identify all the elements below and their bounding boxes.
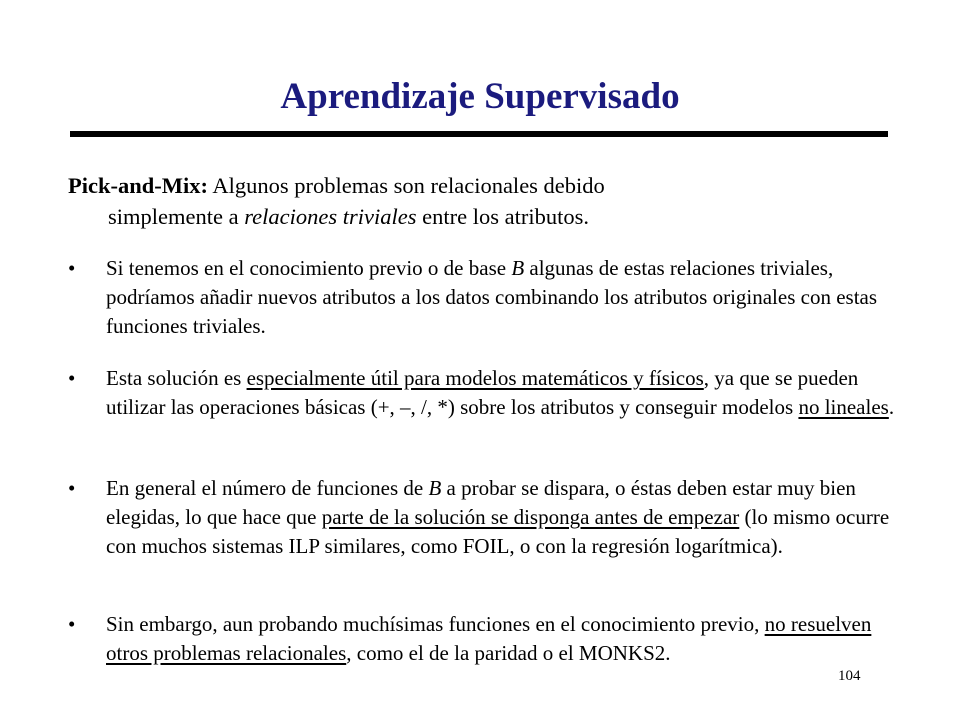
bullet-text-part: , como el de la paridad o el MONKS2.	[346, 641, 671, 665]
intro-text-4: entre los atributos.	[416, 204, 589, 229]
bullet-italic-var: B	[511, 256, 525, 280]
bullet-text-part: Esta solución es	[106, 366, 247, 390]
bullet-marker: •	[68, 366, 76, 390]
bullet-underlined-phrase: no resuelven otros problemas relacionales	[106, 612, 872, 665]
bullet-text-part: , ya que se pueden utilizar las operaciones básicas (+, –, /, *) sobre los atributos y conseguir modelos	[106, 366, 859, 419]
bullet-item-2	[68, 364, 898, 422]
bullet-marker: •	[68, 476, 76, 500]
slide-number: 104	[838, 668, 861, 684]
bullet-marker: •	[68, 612, 76, 636]
bullet-text-part: Sin embargo, aun probando muchísimas funciones en el conocimiento previo,	[106, 612, 765, 636]
title-divider	[70, 131, 888, 137]
intro-text-2: simplemente a	[108, 204, 245, 229]
bullet-text-part: En general el número de funciones de	[106, 476, 429, 500]
bullet-text-part: .	[888, 395, 895, 419]
bullet-text	[106, 254, 898, 341]
bullet-underlined-phrase: especialmente útil para modelos matemáticos y físicos	[246, 366, 704, 390]
bullet-text-part: Si tenemos en el conocimiento previo o de base	[106, 256, 512, 280]
bullet-text-part: a probar se dispara, o éstas deben estar muy bien elegidas, lo que hace que	[106, 476, 856, 529]
bullet-text	[106, 610, 898, 668]
bullet-text-part: algunas de estas relaciones triviales, podríamos añadir nuevos atributos a los datos combinando los atributos originales con estas funciones triviales.	[106, 256, 878, 338]
bullet-underlined-phrase: no lineales	[798, 395, 889, 419]
bullet-text	[106, 364, 898, 422]
bullet-text	[106, 474, 898, 561]
bullet-text-part: (lo mismo ocurre con muchos sistemas ILP similares, como FOIL, o con la regresión logarítmica).	[106, 505, 890, 558]
bullet-marker: •	[68, 256, 76, 280]
bullet-item-1	[68, 254, 898, 341]
intro-line-2	[68, 201, 888, 232]
bullet-item-3	[68, 474, 898, 561]
slide-title: Aprendizaje Supervisado	[280, 76, 680, 117]
bullet-underlined-phrase: parte de la solución se disponga antes de empezar	[321, 505, 740, 529]
bullet-italic-var: B	[428, 476, 442, 500]
intro-paragraph	[68, 170, 888, 232]
intro-text-1: Algunos problemas son relacionales debido	[208, 173, 605, 198]
bullet-item-4	[68, 610, 898, 668]
intro-label: Pick-and-Mix:	[68, 173, 208, 198]
intro-emphasis: relaciones triviales	[244, 204, 417, 229]
